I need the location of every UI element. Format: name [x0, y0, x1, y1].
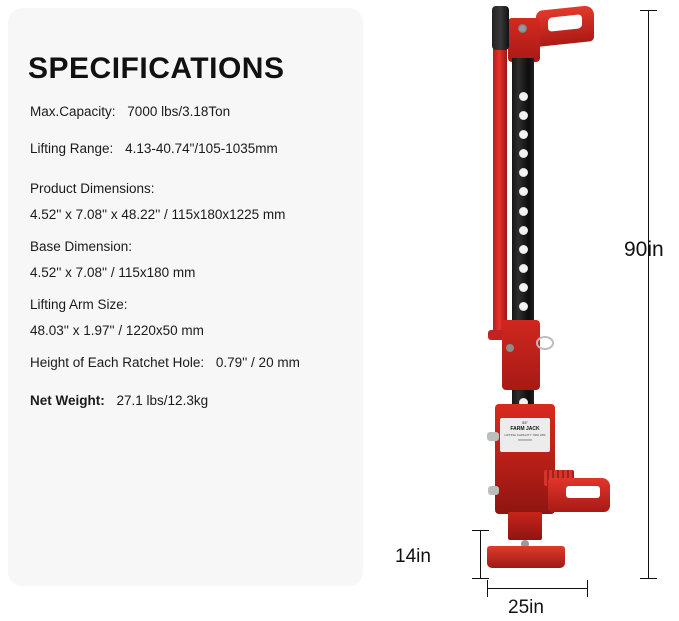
- dim-label-base-height: 14in: [395, 546, 431, 567]
- dim-tick-width-left: [487, 580, 488, 597]
- spec-row-lifting-arm-size: [30, 295, 350, 341]
- spec-row-base-dimension: [30, 237, 350, 283]
- label-line-code: XXXXXXX: [517, 438, 532, 442]
- jack-side-pin-lower: [488, 486, 499, 495]
- spec-value: 4.52'' x 7.08'' x 48.22'' / 115x180x1225 mm: [30, 207, 286, 222]
- dim-line-width: [487, 588, 587, 589]
- spec-value: 4.13-40.74"/105-1035mm: [125, 141, 278, 156]
- spec-label: Lifting Arm Size:: [30, 297, 128, 312]
- spec-label: Product Dimensions:: [30, 181, 155, 196]
- dim-tick-height-bottom: [640, 578, 657, 579]
- spec-value: 7000 lbs/3.18Ton: [127, 104, 231, 119]
- spec-row-product-dimensions: [30, 179, 350, 225]
- jack-handle-grip: [492, 6, 509, 50]
- dim-tick-width-right: [587, 580, 588, 597]
- jack-base-plate: [487, 546, 565, 568]
- dim-label-width: 25in: [508, 597, 544, 618]
- spec-row-ratchet-hole-height: [30, 353, 350, 373]
- spec-value: 27.1 lbs/12.3kg: [116, 393, 209, 408]
- label-line-name: FARM JACK: [510, 426, 540, 432]
- dim-tick-base-bottom: [472, 578, 489, 579]
- jack-climbing-mechanism: [502, 320, 540, 390]
- jack-side-pin-upper: [487, 432, 499, 441]
- jack-lifting-arm: [493, 36, 507, 336]
- specifications-card: [8, 8, 363, 586]
- dim-label-height: 90in: [624, 238, 664, 261]
- spec-row-lifting-range: [30, 139, 350, 159]
- spec-row-max-capacity: [30, 102, 350, 122]
- jack-top-hook: [536, 5, 594, 47]
- spec-label: Max.Capacity:: [30, 104, 116, 119]
- label-line-size: 53": [522, 420, 528, 425]
- page-title: SPECIFICATIONS: [28, 52, 285, 85]
- spec-label: Height of Each Ratchet Hole:: [30, 355, 205, 370]
- dim-tick-height-top: [640, 10, 657, 11]
- dim-line-height: [648, 10, 649, 578]
- spec-label: Net Weight:: [30, 393, 105, 408]
- jack-product-label: [500, 418, 550, 452]
- jack-head-bolt: [518, 24, 527, 33]
- spec-value: 48.03'' x 1.97'' / 1220x50 mm: [30, 323, 204, 338]
- jack-retaining-ring: [536, 336, 554, 350]
- spec-value: 4.52'' x 7.08'' / 115x180 mm: [30, 265, 196, 280]
- dim-tick-base-top: [472, 530, 489, 531]
- spec-row-net-weight: [30, 391, 350, 411]
- product-image-farm-jack: [440, 0, 640, 580]
- dim-line-base-height: [480, 530, 481, 578]
- jack-base-neck: [508, 512, 542, 540]
- label-line-capacity: LIFTING CAPACITY 7000 LBS: [504, 433, 546, 437]
- jack-mechanism-pin: [506, 344, 514, 352]
- spec-value: 0.79'' / 20 mm: [215, 355, 300, 370]
- spec-label: Base Dimension:: [30, 239, 133, 254]
- spec-label: Lifting Range:: [30, 141, 114, 156]
- jack-lower-tongue: [548, 478, 610, 512]
